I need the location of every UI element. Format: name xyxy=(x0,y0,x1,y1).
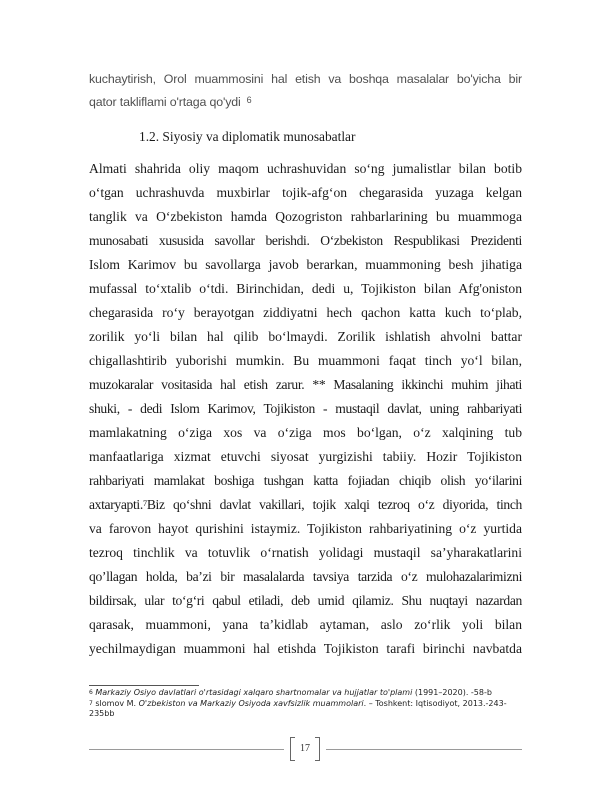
body-line: qo’llagan holda, ba’zi bir masalalarda tavsiya tarzida o‘z mulohazalarimizni xyxy=(89,569,522,584)
footnote-ref-6: 6 xyxy=(246,95,252,105)
footnote-rest: . – Toshkent: Iqtisodiyot, 2013.-243- xyxy=(363,698,507,708)
footnote-mark: 7 xyxy=(89,699,93,707)
footnote-6 xyxy=(89,688,522,699)
body-line: mamlakatning o‘ziga xos va o‘ziga mos bo‘lgan, o‘z xalqining tub xyxy=(89,425,522,440)
page-number-box xyxy=(290,737,320,761)
body-line: muzokaralar vositasida hal etish zarur. ** Masalaning ikkinchi muhim jihati xyxy=(89,377,522,392)
footnote-divider xyxy=(89,685,199,686)
body-line: chigallashtirib yuborishi mumkin. Bu muammoni faqat tinch yo‘l bilan, xyxy=(89,353,522,368)
body-line: chegarasida ro‘y berayotgan ziddiyatni hech qachon katta kuch to‘plab, xyxy=(89,305,522,320)
footnote-title: Markaziy Osiyo davlatlari o'rtasidagi xalqaro shartnomalar va hujjatlar to'plami xyxy=(95,688,413,697)
body-line: yechilmaydigan muammoni hal etishda Tojikiston tarafi birinchi navbatda xyxy=(89,641,522,656)
body-line: qarasak, muammoni, yana ta’kidlab aytaman, aslo zo‘rlik yoli bilan xyxy=(89,617,522,632)
body-line: tezroq tinchlik va totuvlik o‘rnatish yolidagi mustaqil sa’yharakatlarini xyxy=(89,545,522,560)
body-line: bildirsak, ular to‘g‘ri qabul etiladi, deb umid qilamiz. Shu nuqtayi nazardan xyxy=(89,593,522,608)
body-line-end: Biz qo‘shni davlat vakillari, tojik xalqi tezroq o‘z diyorida, tinch xyxy=(146,497,522,512)
intro-line-1: kuchaytirish, Orol muammosini hal etish va boshqa masalalar bo'yicha bir xyxy=(89,72,522,86)
body-line: rahbariyati mamlakat boshiga tushgan katta fojiadan chiqib olish yo‘ilarini xyxy=(89,473,522,488)
intro-line-2-text: qator takliflami o'rtaga qo'ydi xyxy=(89,95,241,109)
intro-line-2 xyxy=(89,91,522,114)
body-line: manfaatlariga xizmat etuvchi siyosat yurgizishi tabiiy. Hozir Tojikiston xyxy=(89,449,522,464)
footnotes xyxy=(89,688,522,720)
body-line: Islom Karimov bu savollarga javob berarkan, muammoning besh jihatiga xyxy=(89,257,522,272)
body-line: munosabati xususida savollar berishdi. O‘zbekiston Respublikasi Prezidenti xyxy=(89,233,522,248)
footnote-mark: 6 xyxy=(89,689,93,696)
footer-rule-left xyxy=(89,749,284,750)
body-line-start: axtaryapti. xyxy=(89,497,143,512)
body-line-with-footnote xyxy=(89,493,522,517)
section-heading: 1.2. Siyosiy va diplomatik munosabatlar xyxy=(139,129,356,144)
bracket-left xyxy=(290,737,295,761)
footnote-ref-7: 7 xyxy=(142,498,147,508)
body-line: o‘tgan uchrashuvda muxbirlar tojik-afg‘on chegarasida yuzaga kelgan xyxy=(89,185,522,200)
body-line: tanglik va O‘zbekiston hamda Qozogriston rahbarlarining bu muammoga xyxy=(89,209,522,224)
footnote-title: O'zbekiston va Markaziy Osiyoda xavfsizlik muammolari xyxy=(138,698,364,708)
bracket-right xyxy=(315,737,320,761)
footnote-7 xyxy=(89,699,522,710)
body-line: zorilik yo‘li bilan hal qilib bo‘lmaydi. Zorilik ishlatish ahvolni battar xyxy=(89,329,522,344)
body-paragraph xyxy=(89,157,522,661)
body-line: Almati shahrida oliy maqom uchrashuvidan so‘ng jumalistlar bilan botib xyxy=(89,161,522,176)
footnote-7-continuation: 235bb xyxy=(89,709,115,718)
footer-rule-right xyxy=(326,749,522,750)
body-line: mufassal to‘xtalib o‘tdi. Birinchidan, dedi u, Tojikiston bilan Afg'oniston xyxy=(89,281,522,296)
body-line: shuki, - dedi Islom Karimov, Tojikiston - mustaqil davlat, uning rahbariyati xyxy=(89,401,522,416)
body-line: va farovon hayot qurishini istaymiz. Tojikiston rahbariyatining o‘z yurtida xyxy=(89,521,522,536)
page-number: 17 xyxy=(300,743,310,754)
footnote-rest: (1991–2020). -58-b xyxy=(412,688,492,697)
footnote-author: slomov M. xyxy=(95,698,139,708)
intro-paragraph xyxy=(89,68,522,114)
